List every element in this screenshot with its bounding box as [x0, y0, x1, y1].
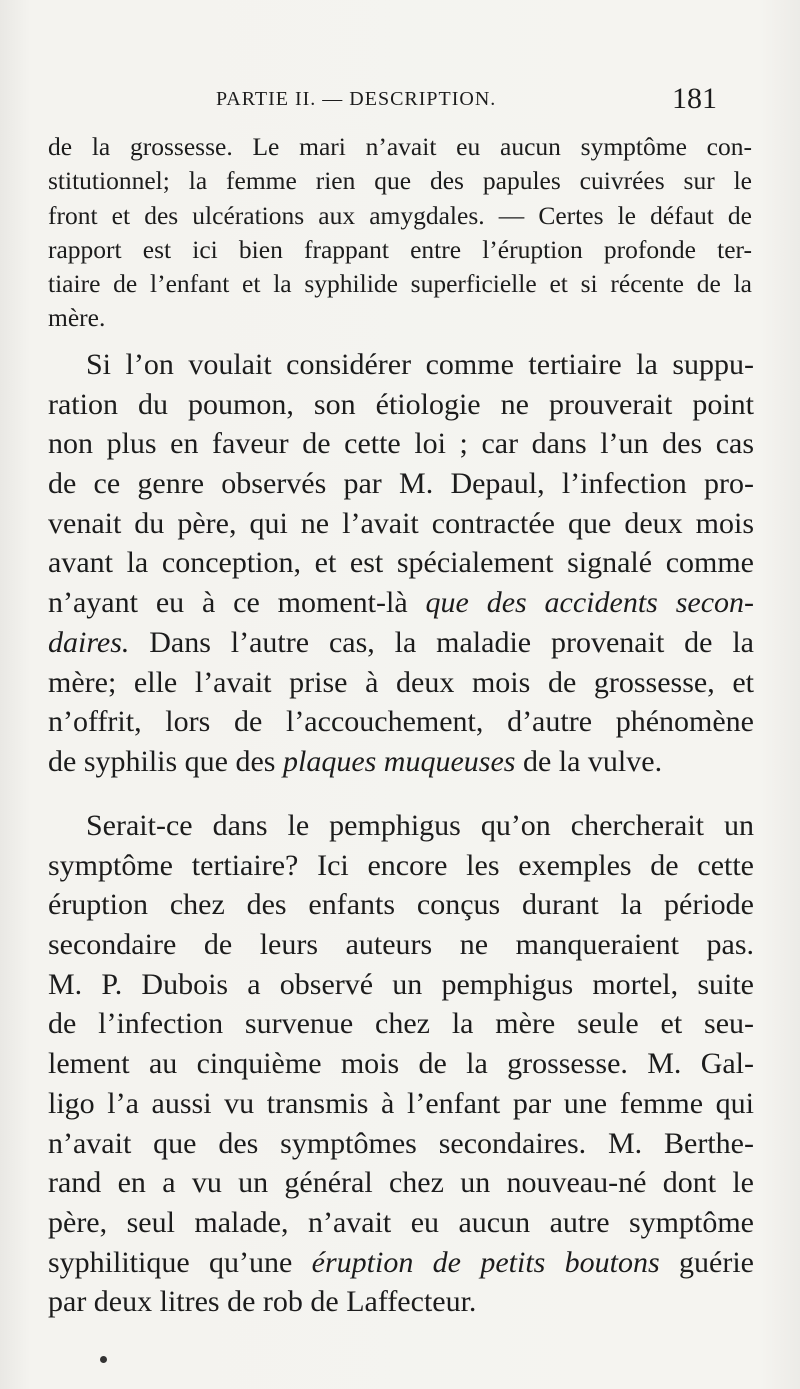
- text-line: [48, 742, 754, 782]
- text-line: Si l’on voulait considérer comme tertiaire la suppu-: [86, 348, 754, 381]
- text-line: Serait-ce dans le pemphigus qu’on chercherait un: [86, 809, 754, 842]
- text-run: de la vulve.: [522, 744, 663, 778]
- italic-run: que des accidents secon-: [425, 586, 754, 620]
- running-head-title: PARTIE II. — DESCRIPTION.: [216, 88, 497, 110]
- paragraph-continuation: [48, 130, 752, 336]
- italic-run: daires.: [48, 625, 130, 659]
- text-line: de ce genre observés par M. Depaul, l’infection pro-: [48, 467, 754, 501]
- text-line: M. P. Dubois a observé un pemphigus mortel, suite: [48, 967, 754, 1001]
- text-line: stitutionnel; la femme rien que des papules cuivrées sur le: [48, 166, 752, 196]
- text-run: syphilitique qu’une: [48, 1245, 293, 1279]
- text-line: de l’infection survenue chez la mère seule et seu-: [48, 1007, 754, 1041]
- italic-run: plaques muqueuses: [282, 744, 516, 778]
- text-line: mère; elle l’avait prise à deux mois de grossesse, et: [48, 665, 754, 699]
- page-number: 181: [672, 82, 717, 115]
- text-line: [48, 623, 754, 663]
- ink-dot: [100, 1356, 107, 1363]
- text-run: guérie: [679, 1245, 754, 1279]
- text-line: rand en a vu un général chez un nouveau-né dont le: [48, 1166, 754, 1200]
- text-line: venait du père, qui ne l’avait contractée que deux mois: [48, 506, 754, 540]
- text-line: symptôme tertiaire? Ici encore les exemples de cette: [48, 848, 754, 882]
- text-line: non plus en faveur de cette loi ; car dans l’un des cas: [48, 427, 754, 461]
- text-line: mère.: [48, 303, 106, 333]
- text-line: [48, 583, 754, 623]
- text-line: de la grossesse. Le mari n’avait eu aucun symptôme con-: [48, 132, 752, 161]
- text-line: ration du poumon, son étiologie ne prouverait point: [48, 387, 754, 421]
- text-line: lement au cinquième mois de la grossesse. M. Gal-: [48, 1047, 754, 1081]
- text-line: éruption chez des enfants conçus durant la période: [48, 888, 754, 922]
- text-line: tiaire de l’enfant et la syphilide superficielle et si récente de la: [48, 269, 752, 299]
- paragraph-pemphigus: [48, 806, 754, 1322]
- text-run: Dans l’autre cas, la maladie provenait de la: [149, 625, 754, 659]
- text-line: avant la conception, et est spécialement signalé comme: [48, 546, 754, 580]
- text-line: n’offrit, lors de l’accouchement, d’autre phénomène: [48, 705, 754, 739]
- italic-run: éruption de petits boutons: [311, 1245, 660, 1279]
- text-line: [48, 1243, 754, 1283]
- text-line: front et des ulcérations aux amygdales. — Certes le défaut de: [48, 200, 752, 230]
- text-line: par deux litres de rob de Laffecteur.: [48, 1285, 477, 1319]
- running-head: [0, 84, 800, 116]
- text-line: n’avait que des symptômes secondaires. M. Berthe-: [48, 1126, 754, 1160]
- text-run: de syphilis que des: [48, 744, 276, 778]
- text-line: père, seul malade, n’avait eu aucun autre symptôme: [48, 1205, 754, 1239]
- text-line: ligo l’a aussi vu transmis à l’enfant par une femme qui: [48, 1086, 754, 1120]
- paragraph-suppuration: [48, 345, 754, 782]
- text-line: secondaire de leurs auteurs ne manqueraient pas.: [48, 928, 754, 962]
- text-line: rapport est ici bien frappant entre l’éruption profonde ter-: [48, 234, 752, 264]
- text-run: n’ayant eu à ce moment-là: [48, 586, 408, 620]
